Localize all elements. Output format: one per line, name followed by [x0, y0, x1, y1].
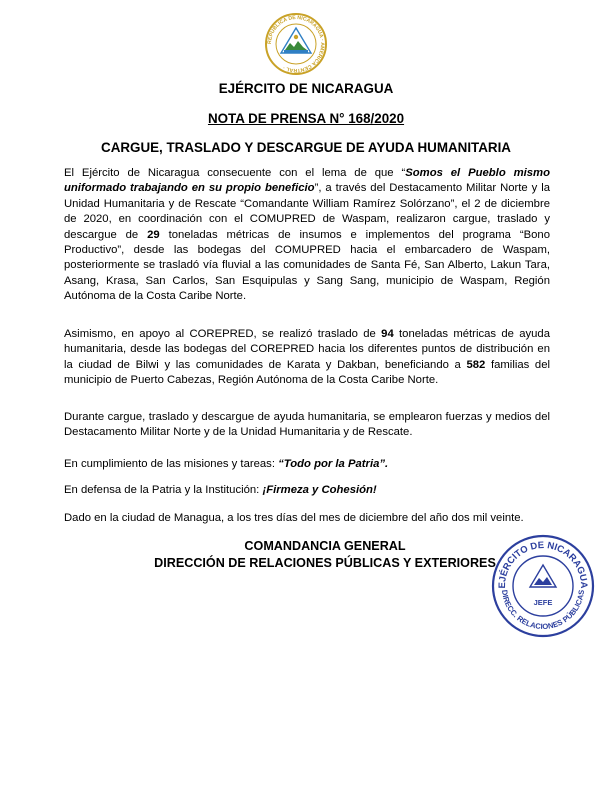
p1-text-e: toneladas métricas de insumos e implementos del programa “Bono Productivo”, desde las bodegas del COMUPRED hacia el embarcadero de Waspam, posteriormente se trasladó vía fluvial a las comunidades de Santa Fé, San Alberto, Lakun Tara, Asang, Krasa, San Carlos, San Esquipulas y Sang Sang, municipio de Waspam, Región Autónoma de la Costa Caribe Norte.: [64, 228, 550, 303]
nicaragua-coat-of-arms-seal: [264, 12, 328, 76]
paragraph-6: Dado en la ciudad de Managua, a los tres días del mes de diciembre del año dos mil veinte.: [64, 512, 524, 524]
paragraph-5: [64, 483, 550, 498]
p5-text-a: En defensa de la Patria y la Institución:: [64, 484, 263, 496]
p4-motto: “Todo por la Patria”.: [278, 458, 389, 470]
signature-line-1: COMANDANCIA GENERAL: [244, 539, 406, 553]
p1-motto: Somos el Pueblo mismo uniformado trabajando en su propio beneficio: [64, 167, 551, 195]
p2-text-c: toneladas métricas de ayuda humanitaria, desde las bodegas del COREPRED hacia los diferentes puntos de distribución en la ciudad de Bilwi y las comunidades de Karata y Dakban, beneficiando a: [64, 328, 550, 371]
seal-sea: [284, 50, 308, 53]
seal-ring-text: REPUBLICA DE NICARAGUA · AMERICA CENTRAL ·: [266, 14, 326, 74]
p2-text-e: familias del municipio de Puerto Cabezas, Región Autónoma de la Costa Caribe Norte.: [64, 358, 550, 387]
p2-text-a: Asimismo, en apoyo al COREPRED, se realizó traslado de: [64, 328, 382, 340]
press-release-title: CARGUE, TRASLADO Y DESCARGUE DE AYUDA HUMANITARIA: [101, 140, 511, 155]
paragraph-2: [64, 327, 550, 389]
stamp-bottom-text: DIRECC. RELACIONES PÚBLICAS: [499, 589, 587, 632]
paragraph-4: [64, 457, 550, 472]
p1-tonnage: 29: [147, 228, 160, 241]
organization-heading: EJÉRCITO DE NICARAGUA: [218, 81, 394, 96]
official-stamp: [490, 533, 596, 639]
p4-text-a: En cumplimiento de las misiones y tareas:: [64, 458, 279, 470]
p2-tonnage: 94: [381, 328, 394, 340]
p1-text-a: El Ejército de Nicaragua consecuente con el lema de que “: [64, 167, 406, 179]
stamp-center-text: JEFE: [533, 598, 553, 607]
p5-motto: ¡Firmeza y Cohesión!: [262, 484, 377, 496]
stamp-volcanoes: [534, 577, 552, 585]
press-note-number: NOTA DE PRENSA N° 168/2020: [207, 111, 405, 126]
p1-text-c: ”, a través del Destacamento Militar Norte y la Unidad Humanitaria y de Rescate “Comandante William Ramírez Solórzano”, el 2 de diciembre de 2020, en coordinación con el COMUPRED de Waspam, realizaron cargue, traslado y descargue de: [64, 182, 550, 241]
stamp-outer-ring: [493, 536, 593, 636]
paragraph-3: Durante cargue, traslado y descargue de ayuda humanitaria, se emplearon fuerzas y medios del Destacamento Militar Norte y de la Unidad Humanitaria y de Rescate.: [64, 411, 550, 439]
stamp-top-text: EJÉRCITO DE NICARAGUA: [496, 539, 590, 589]
paragraph-1: [64, 166, 550, 305]
seal-sun: [294, 35, 298, 39]
p2-families: 582: [466, 358, 486, 371]
signature-line-2: DIRECCIÓN DE RELACIONES PÚBLICAS Y EXTERIORES: [154, 556, 496, 570]
